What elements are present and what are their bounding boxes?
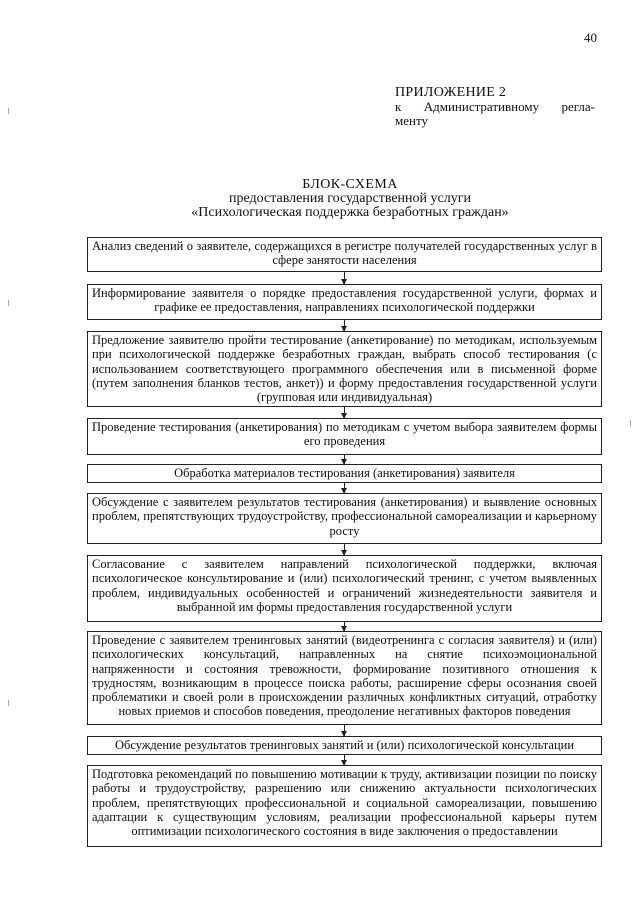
- flowchart-title: БЛОК-СХЕМА: [302, 177, 398, 192]
- page-number: 40: [584, 30, 597, 45]
- appendix-prep: к: [395, 99, 402, 114]
- scan-mark: [8, 108, 9, 114]
- appendix-header: [395, 86, 595, 128]
- flow-arrow-3: [344, 407, 345, 418]
- scan-mark: [8, 700, 9, 706]
- scan-mark: [630, 420, 631, 426]
- scan-mark: [8, 300, 9, 306]
- flow-arrow-8: [344, 725, 345, 736]
- flow-step-3: Предложение заявителю пройти тестирование (анкетирование) по методикам, используемым при психологической поддержке безработных граждан, выбрать способ тестирования (с использованием соответствующего программного обеспечения или в письменной форме (путем заполнения бланков тестов, анкет)) и форму предоставления государственной услуги (групповая или индивидуальная): [87, 331, 602, 407]
- flow-step-7: Согласование с заявителем направлений психологической поддержки, включая психологическое консультирование и (или) психологический тренинг, с учетом выявленных проблем, индивидуальных особенностей и ограничений жизнедеятельности заявителя и выбранной им формы предоставления государственной услуги: [87, 555, 602, 622]
- flow-step-6: Обсуждение с заявителем результатов тестирования (анкетирования) и выявление основных проблем, препятствующих трудоустройству, профессиональной самореализации и карьерному росту: [87, 493, 602, 544]
- appendix-word: Административному: [423, 99, 540, 114]
- flow-arrow-6: [344, 544, 345, 555]
- appendix-subtitle-line1: [395, 100, 595, 114]
- flowchart-subtitle: предоставления государственной услуги: [229, 191, 471, 206]
- flow-step-1: Анализ сведений о заявителе, содержащихся в регистре получателей государственных услуг в сфере занятости населения: [87, 237, 602, 272]
- flow-arrow-7: [344, 622, 345, 631]
- flow-arrow-2: [344, 320, 345, 331]
- flow-step-9: Обсуждение результатов тренинговых занятий и (или) психологической консультации: [87, 736, 602, 755]
- flow-arrow-1: [344, 272, 345, 284]
- flow-step-4: Проведение тестирования (анкетирования) по методикам с учетом выбора заявителем формы его проведения: [87, 418, 602, 455]
- flow-step-2: Информирование заявителя о порядке предоставления государственной услуги, формах и графике ее предоставления, направлениях психологической поддержки: [87, 284, 602, 320]
- flow-arrow-9: [344, 755, 345, 765]
- flow-step-8: Проведение с заявителем тренинговых занятий (видеотренинга с согласия заявителя) и (или) психологических консультаций, направленных на снятие психоэмоциональной напряженности и состояния тревожности, формирование позитивного отношения к трудностям, возникающим в процессе поиска работы, расширение сферы осознания своей проблематики и своей роли в происхождении различных конфликтных ситуаций, отработку новых приемов и способов поведения, преодоление негативных факторов поведения: [87, 631, 602, 725]
- appendix-title: ПРИЛОЖЕНИЕ 2: [395, 85, 507, 100]
- appendix-subtitle-line2: менту: [395, 113, 428, 128]
- flowchart-service-name: «Психологическая поддержка безработных граждан»: [191, 205, 509, 220]
- flow-step-5: Обработка материалов тестирования (анкетирования) заявителя: [87, 464, 602, 483]
- flow-arrow-5: [344, 483, 345, 493]
- flow-step-10: Подготовка рекомендаций по повышению мотивации к труду, активизации позиции по поиску работы и трудоустройству, разрешению или снижению актуальности психологических проблем, препятствующих профессиональной и социальной самореализации, повышению адаптации к существующим условиям, реализации профессиональной карьеры путем оптимизации психологического состояния в виде заключения о предоставлении: [87, 765, 602, 847]
- appendix-word-end: регла-: [561, 99, 595, 114]
- flow-arrow-4: [344, 455, 345, 464]
- flowchart-heading: [150, 178, 550, 220]
